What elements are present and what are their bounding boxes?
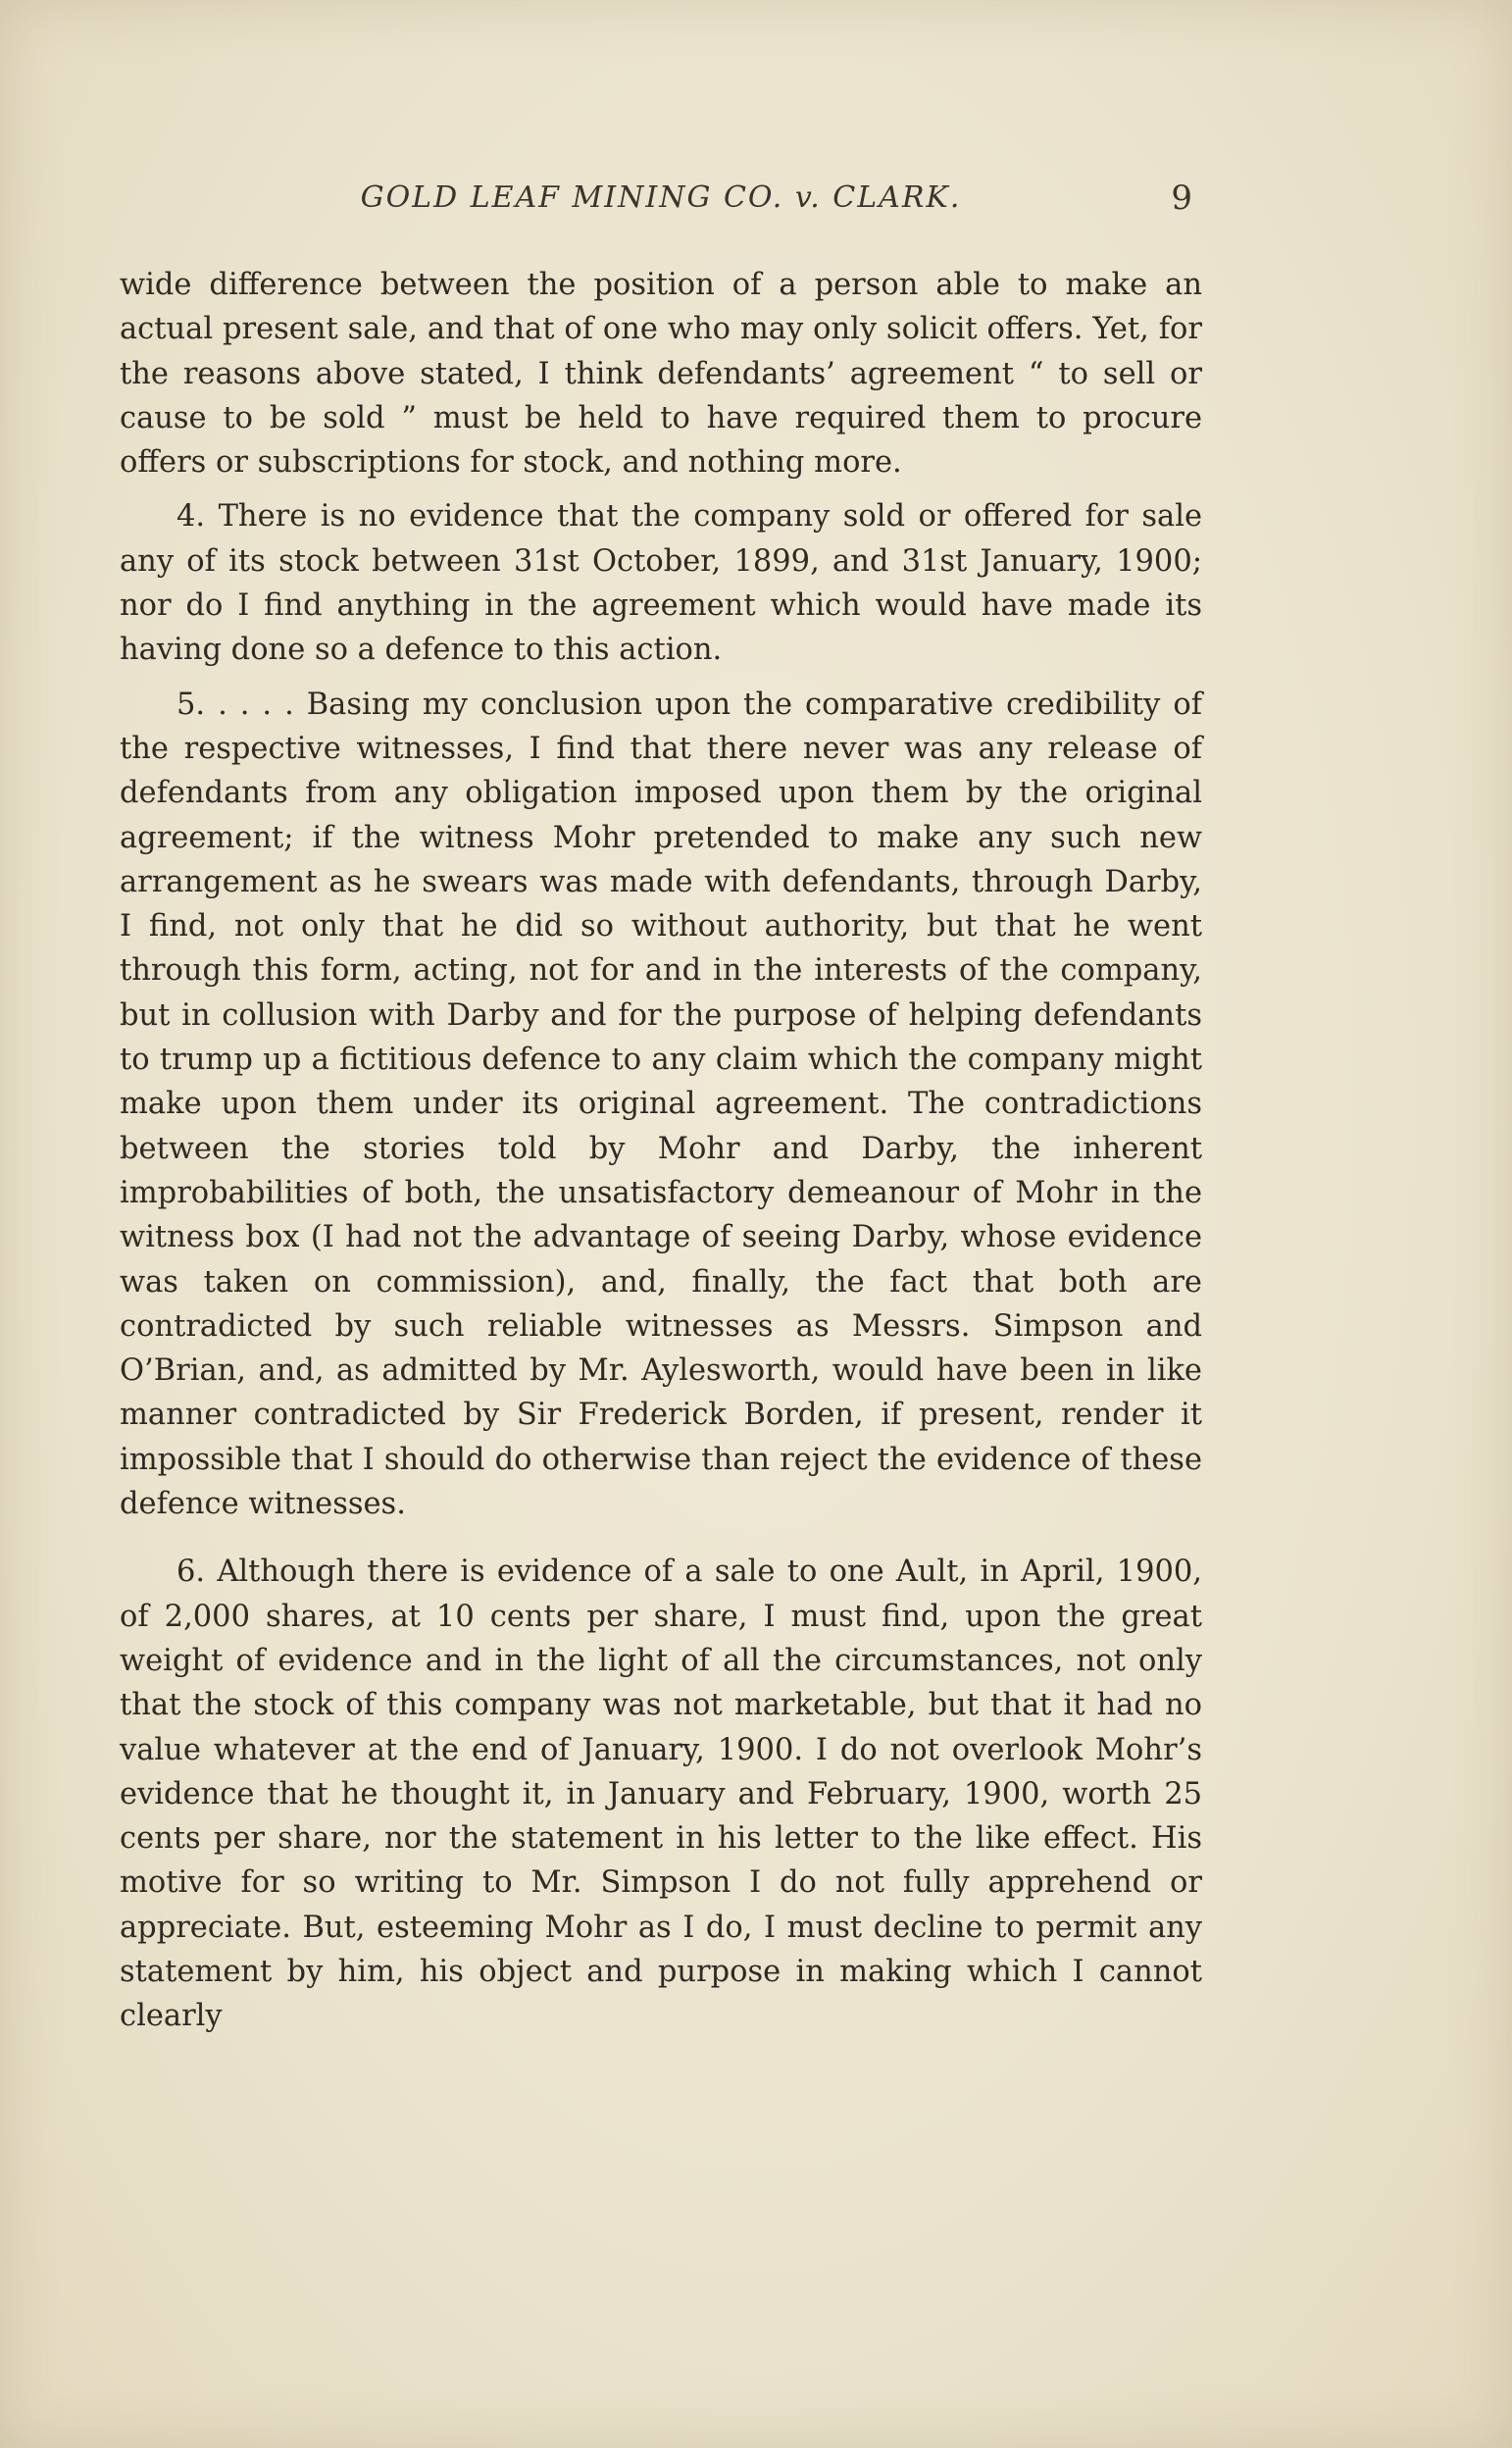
page-header (120, 175, 1202, 224)
paragraph-6: 6. Although there is evidence of a sale to one Ault, in April, 1900, of 2,000 shares, at 10 cents per share, I must find, upon the great weight of evidence and in the light of all the circumstances, not only that the stock of this company was not marketable, but that it had no value whatever at the end of January, 1900. I do not overlook Mohr’s evidence that he thought it, in January and February, 1900, worth 25 cents per share, nor the statement in his letter to the like effect. His motive for so writing to Mr. Simpson I do not fully apprehend or appreciate. But, esteeming Mohr as I do, I must decline to permit any statement by him, his object and purpose in making which I cannot clearly (120, 1555, 1202, 2034)
paragraph-4: 4. There is no evidence that the company sold or offered for sale any of its stock between 31st October, 1899, and 31st January, 1900; nor do I find anything in the agreement which would have made its having done so a defence to this action. (120, 499, 1202, 668)
running-title: GOLD LEAF MINING CO. v. CLARK. (360, 180, 962, 215)
body-text (120, 263, 1202, 2039)
paragraph-continuation: wide difference between the position of a person able to make an actual present sale, and that of one who may only solicit offers. Yet, for the reasons above stated, I think defendants’ agreement “ to sell or cause to be sold ” must be held to have required them to procure offers or subscriptions for stock, and nothing more. (120, 268, 1202, 481)
page-number: 9 (1171, 178, 1192, 218)
paragraph-5: 5. . . . . Basing my conclusion upon the comparative credibility of the respective witnesses, I find that there never was any release of defendants from any obligation imposed upon them by the original agreement; if the witness Mohr pretended to make any such new arrangement as he swears was made with defendants, through Darby, I find, not only that he did so without authority, but that he went through this form, acting, not for and in the interests of the company, but in collusion with Darby and for the purpose of helping defendants to trump up a fictitious defence to any claim which the company might make upon them under its original agreement. The contradictions between the stories told by Mohr and Darby, the inherent improbabilities of both, the unsatisfactory demeanour of Mohr in the witness box (I had not the advantage of seeing Darby, whose evidence was taken on commission), and, finally, the fact that both are contradicted by such reliable witnesses as Messrs. Simpson and O’Brian, and, as admitted by Mr. Aylesworth, would have been in like manner contradicted by Sir Frederick Borden, if present, render it impossible that I should do otherwise than reject the evidence of these defence witnesses. (120, 687, 1202, 1522)
